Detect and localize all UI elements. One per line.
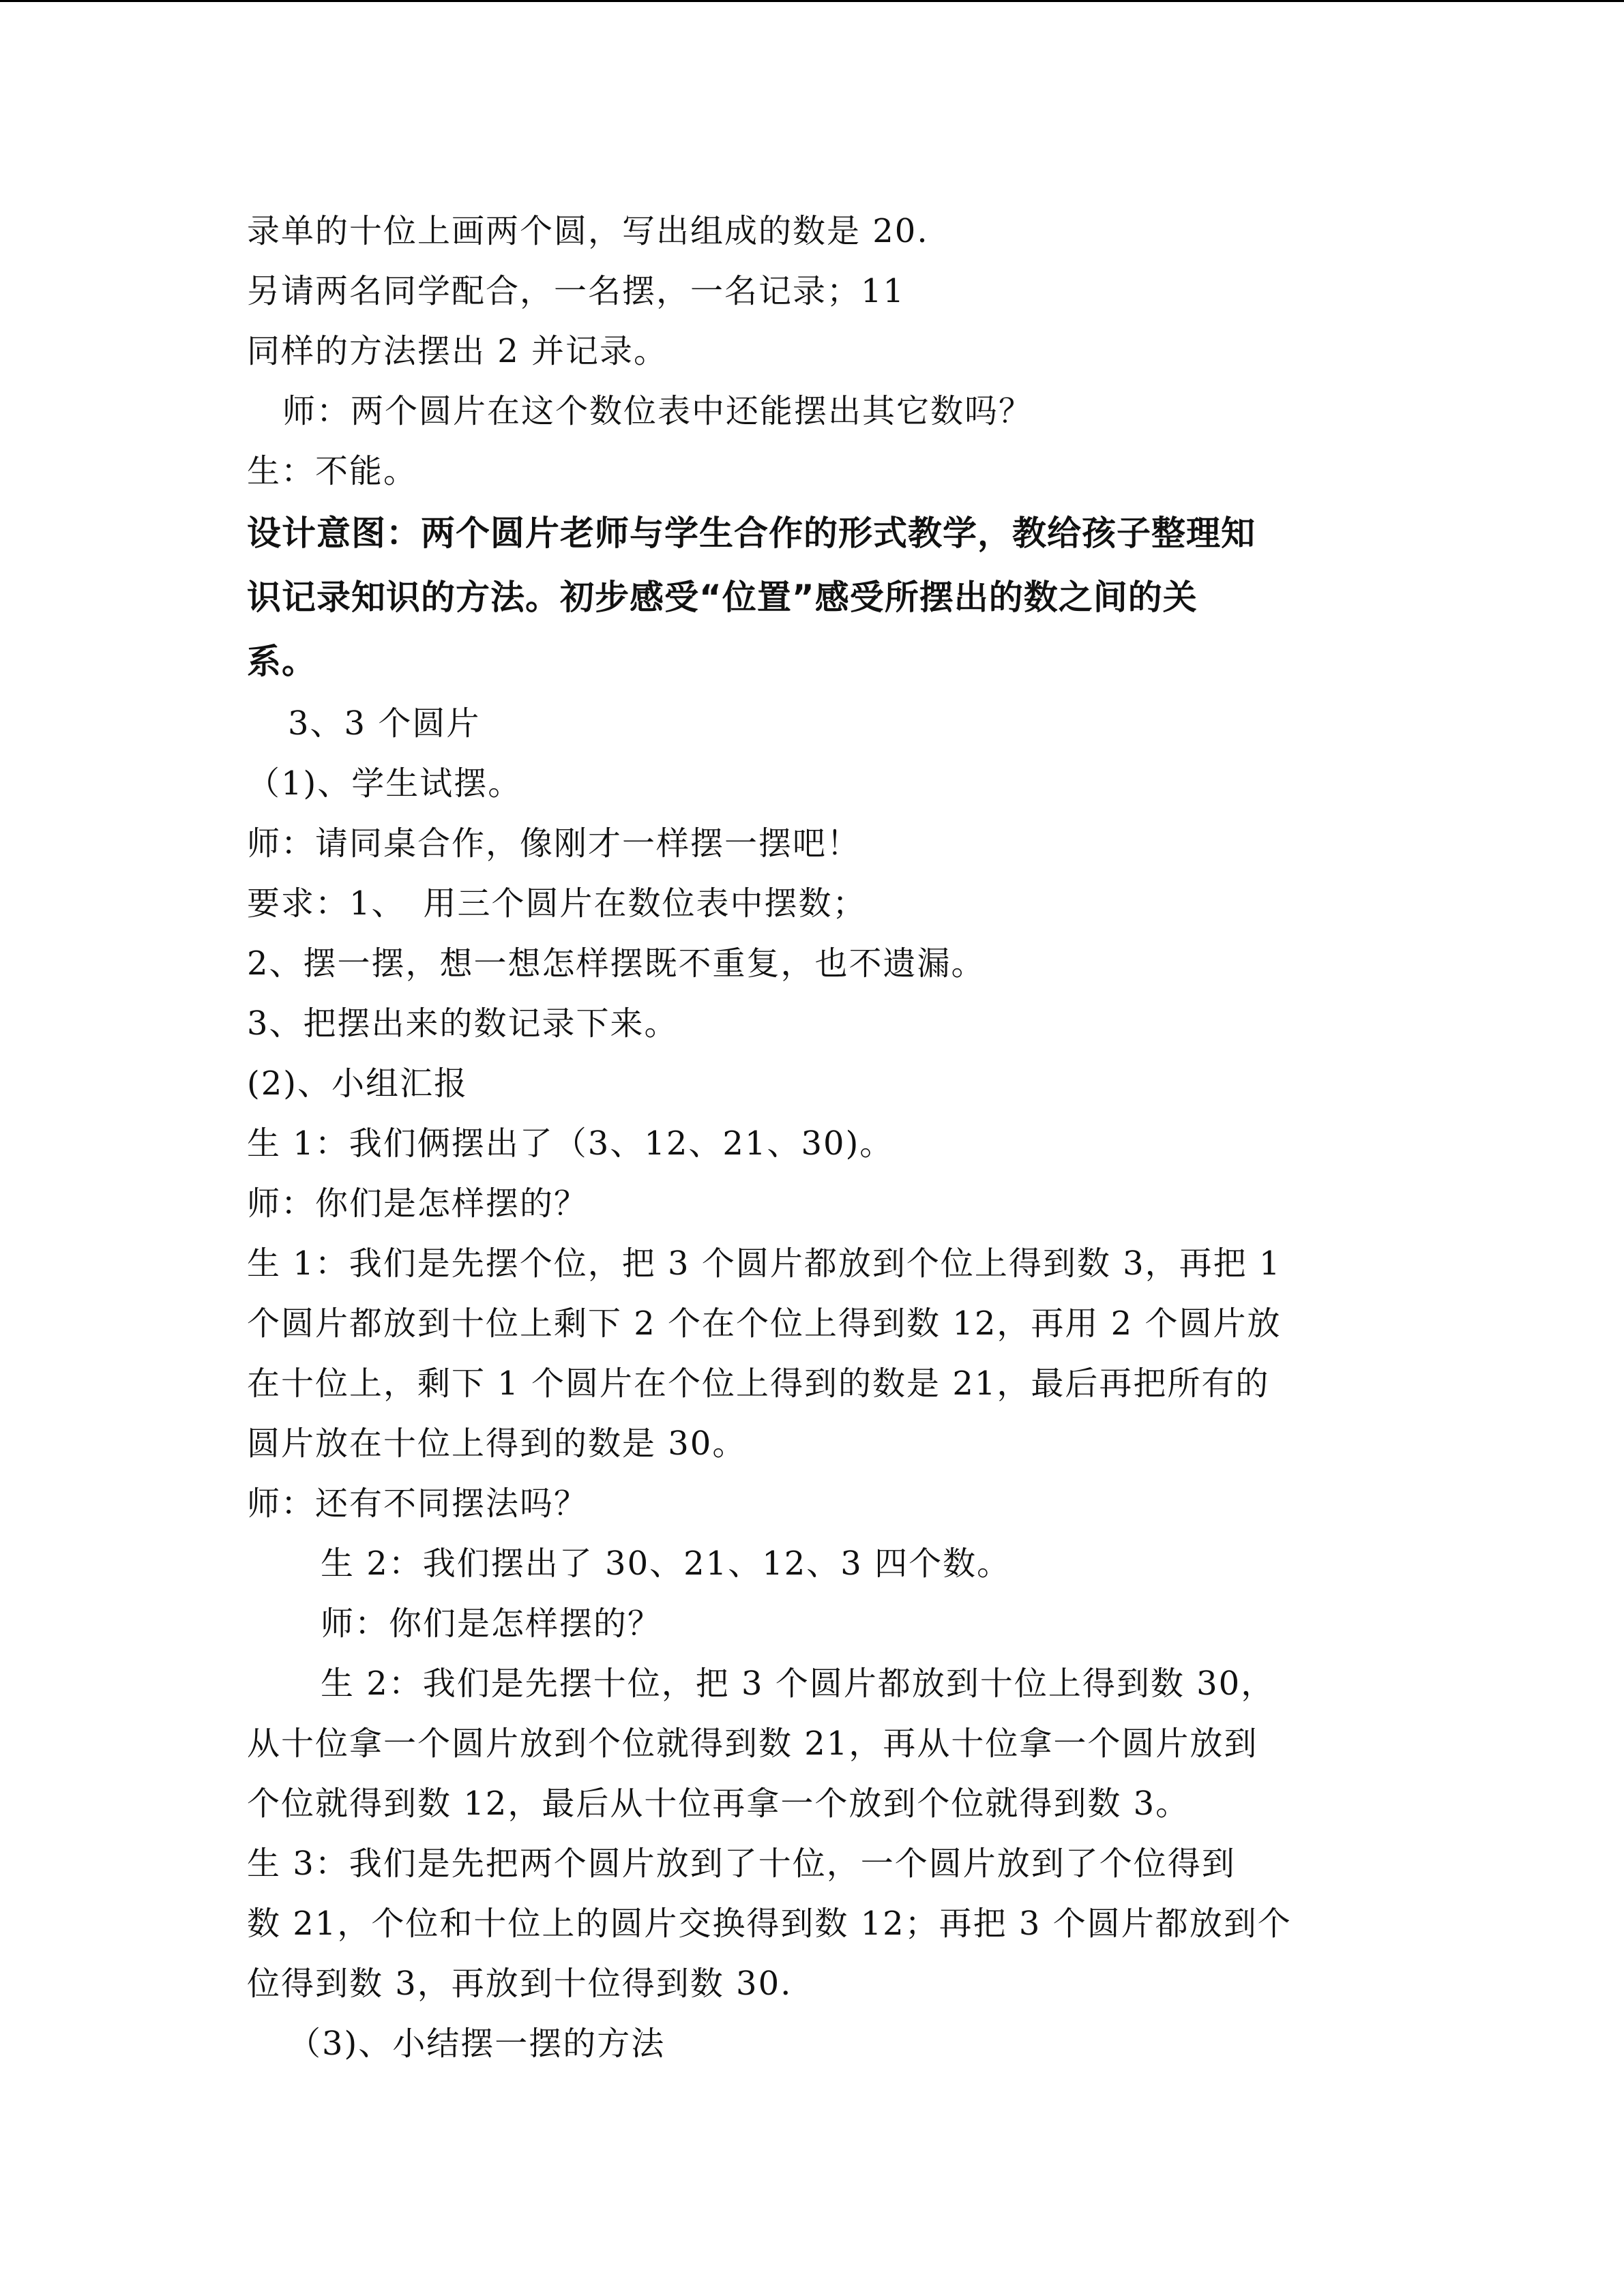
requirement-line: 2、摆一摆，想一想怎样摆既不重复，也不遗漏。: [247, 944, 986, 983]
subsection-heading: （1)、学生试摆。: [247, 764, 522, 803]
text-line: 圆片放在十位上得到的数是 30。: [247, 1425, 747, 1463]
text-line: 生 1：我们是先摆个位，把 3 个圆片都放到个位上得到数 3，再把 1: [247, 1244, 1282, 1283]
text-line: 师：还有不同摆法吗？: [247, 1485, 589, 1523]
text-line: 个圆片都放到十位上剩下 2 个在个位上得到数 12，再用 2 个圆片放: [247, 1304, 1282, 1343]
text-line: 生 2：我们摆出了 30、21、12、3 四个数。: [321, 1545, 1012, 1583]
subsection-heading: (2)、小组汇报: [247, 1064, 468, 1103]
text-line: 在十位上，剩下 1 个圆片在个位上得到的数是 21，最后再把所有的: [247, 1365, 1270, 1403]
design-intent-line: 识记录知识的方法。初步感受“位置”感受所摆出的数之间的关: [247, 578, 1198, 617]
subsection-heading: （3)、小结摆一摆的方法: [288, 2025, 666, 2063]
requirement-line: 要求：1、 用三个圆片在数位表中摆数；: [247, 884, 867, 923]
section-heading: 3、3 个圆片: [288, 704, 481, 743]
text-line: 师：请同桌合作，像刚才一样摆一摆吧！: [247, 824, 861, 863]
page-top-border: [0, 0, 1624, 2]
design-intent-line: 设计意图：两个圆片老师与学生合作的形式教学，教给孩子整理知: [247, 513, 1256, 553]
requirement-line: 3、把摆出来的数记录下来。: [247, 1004, 679, 1043]
text-line: 另请两名同学配合，一名摆，一名记录；11: [247, 272, 906, 310]
student-answer-line: 生：不能。: [247, 452, 418, 490]
text-line: 师：你们是怎样摆的？: [321, 1605, 662, 1643]
design-intent-line: 系。: [247, 642, 316, 681]
text-line: 生 1：我们俩摆出了（3、12、21、30)。: [247, 1124, 894, 1163]
teacher-question-line: 师：两个圆片在这个数位表中还能摆出其它数吗？: [282, 392, 1033, 430]
text-line: 个位就得到数 12，最后从十位再拿一个放到个位就得到数 3。: [247, 1785, 1190, 1823]
text-line: 录单的十位上画两个圆，写出组成的数是 20.: [247, 212, 929, 250]
text-line: 从十位拿一个圆片放到个位就得到数 21，再从十位拿一个圆片放到: [247, 1725, 1258, 1763]
text-line: 位得到数 3，再放到十位得到数 30.: [247, 1965, 793, 2003]
document-body: [247, 201, 1379, 2074]
text-line: 生 3：我们是先把两个圆片放到了十位，一个圆片放到了个位得到: [247, 1845, 1236, 1883]
text-line: 数 21，个位和十位上的圆片交换得到数 12；再把 3 个圆片都放到个: [247, 1905, 1292, 1943]
text-line: 生 2：我们是先摆十位，把 3 个圆片都放到十位上得到数 30，: [321, 1665, 1275, 1703]
text-line: 师：你们是怎样摆的？: [247, 1184, 589, 1223]
text-line: 同样的方法摆出 2 并记录。: [247, 332, 668, 370]
